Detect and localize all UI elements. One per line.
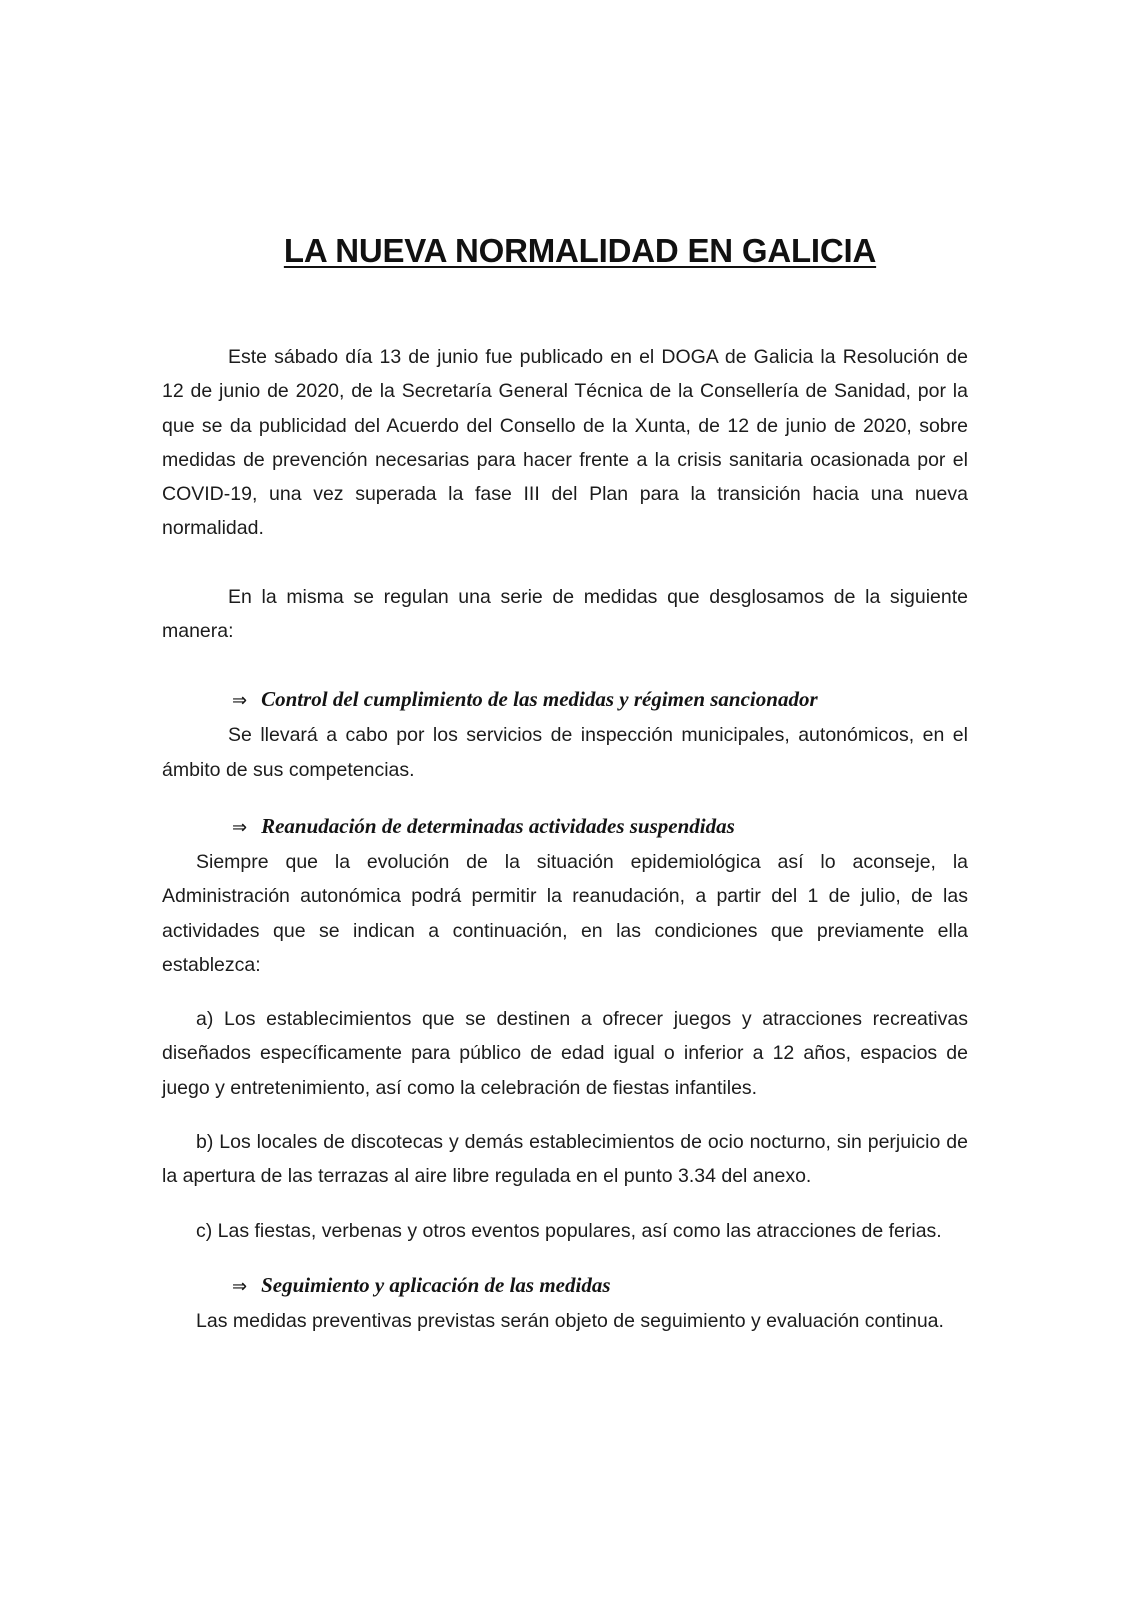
- section-heading-text: Seguimiento y aplicación de las medidas: [261, 1272, 611, 1297]
- list-item-c: c) Las fiestas, verbenas y otros eventos populares, así como las atracciones de ferias.: [196, 1219, 942, 1242]
- double-arrow-icon: ⇒: [232, 816, 248, 838]
- intro-paragraph: Este sábado día 13 de junio fue publicado en el DOGA de Galicia la Resolución de 12 de junio de 2020, de la Secretaría General Técnica de la Consellería de Sanidad, por la que se da publicidad del Acuerdo del Consello de la Xunta, de 12 de junio de 2020, sobre medidas de prevención necesarias para hacer frente a la crisis sanitaria ocasionada por el COVID-19, una vez superada la fase III del Plan para la transición hacia una nueva normalidad.: [162, 346, 968, 540]
- double-arrow-icon: ⇒: [232, 1275, 248, 1297]
- section-heading-reanudacion: [162, 809, 968, 845]
- section-heading-text: Control del cumplimiento de las medidas y régimen sancionador: [261, 687, 818, 712]
- document-title: LA NUEVA NORMALIDAD EN GALICIA: [283, 232, 877, 269]
- section-heading-seguimiento: [162, 1268, 968, 1304]
- section-heading-text: Reanudación de determinadas actividades suspendidas: [261, 813, 735, 838]
- section-text-control: Se llevará a cabo por los servicios de inspección municipales, autonómicos, en el ámbito de sus competencias.: [162, 724, 968, 781]
- list-item-b: b) Los locales de discotecas y demás establecimientos de ocio nocturno, sin perjuicio de la apertura de las terrazas al aire libre regulada en el punto 3.34 del anexo.: [162, 1131, 968, 1188]
- section-text-reanudacion: Siempre que la evolución de la situación epidemiológica así lo aconseje, la Administración autonómica podrá permitir la reanudación, a partir del 1 de julio, de las actividades que se indican a continuación, en las condiciones que previamente ella establezca:: [162, 850, 968, 976]
- measures-intro-paragraph: En la misma se regulan una serie de medidas que desglosamos de la siguiente manera:: [162, 585, 968, 643]
- list-item-a: a) Los establecimientos que se destinen a ofrecer juegos y atracciones recreativas diseñados específicamente para público de edad igual o inferior a 12 años, espacios de juego y entretenimiento, así como la celebración de fiestas infantiles.: [162, 1008, 968, 1099]
- document-body: [162, 340, 968, 1338]
- section-heading-control: [162, 682, 968, 718]
- section-text-seguimiento: Las medidas preventivas previstas serán objeto de seguimiento y evaluación continua.: [196, 1309, 944, 1332]
- double-arrow-icon: ⇒: [232, 690, 248, 712]
